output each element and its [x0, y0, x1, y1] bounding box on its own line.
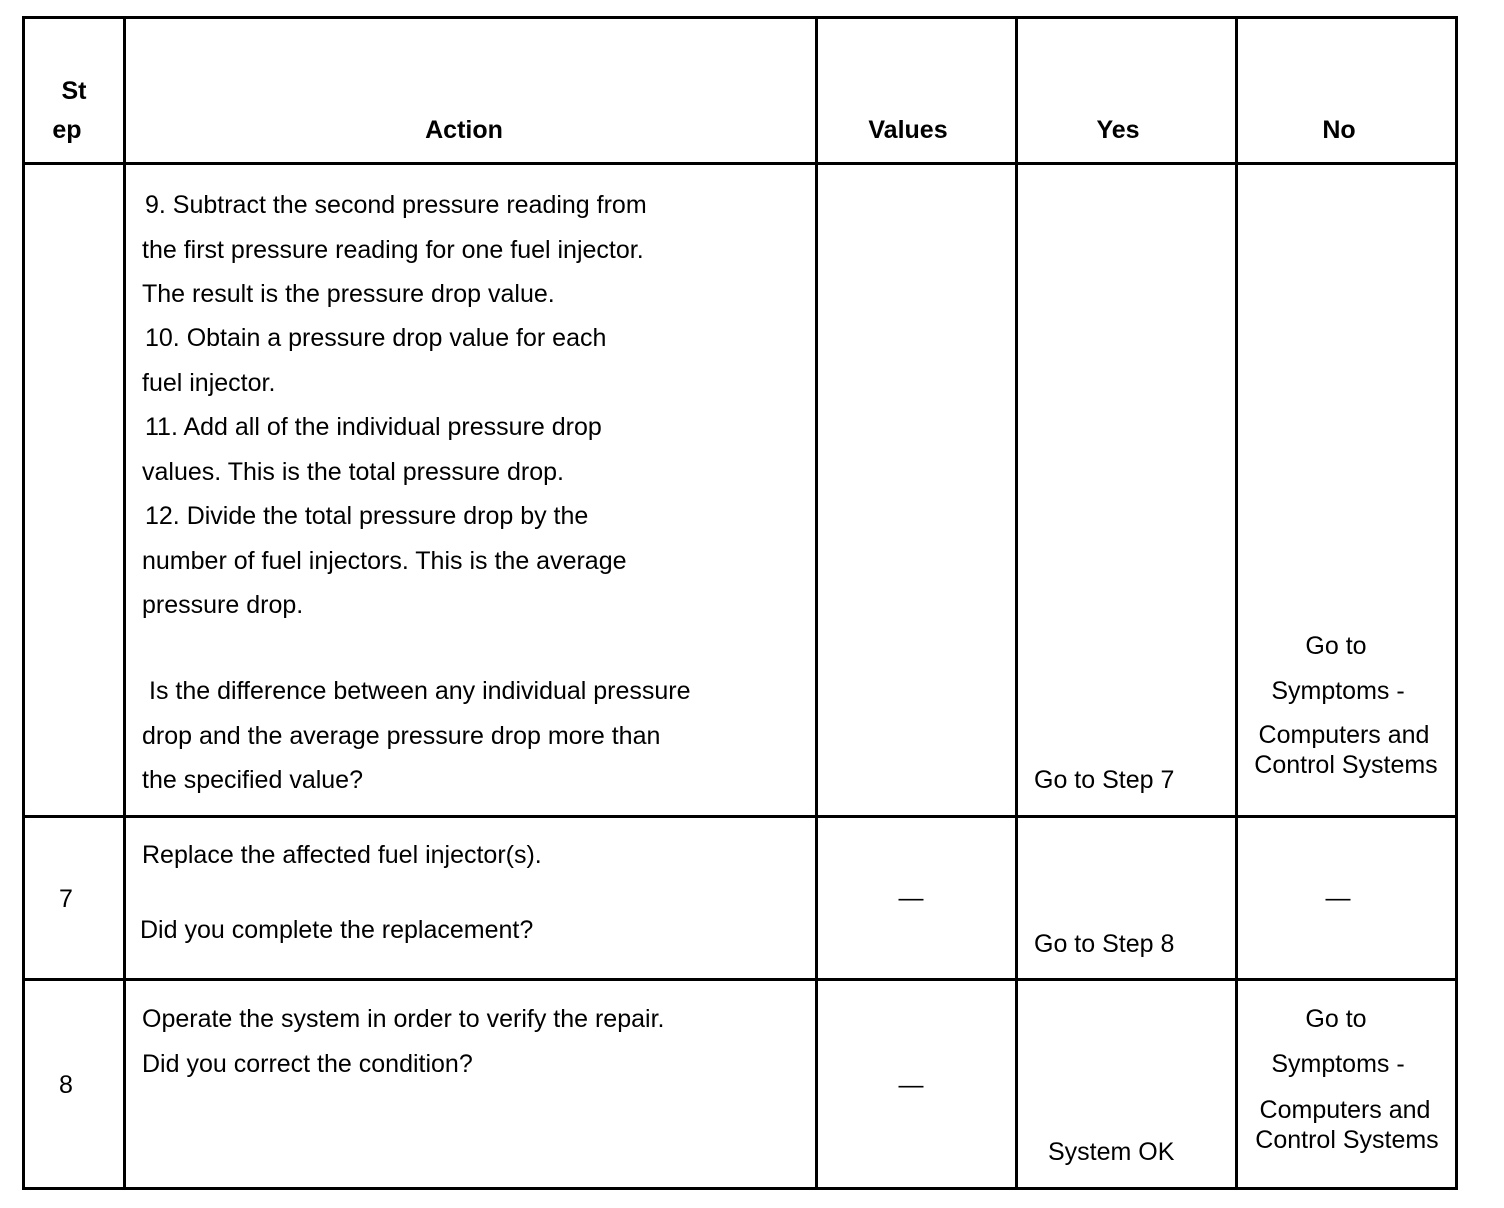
question-line: drop and the average pressure drop more than — [142, 722, 661, 750]
no-link-line: Computers and — [1258, 721, 1430, 749]
question-line: Is the difference between any individual pressure — [149, 677, 691, 705]
step-number-8: 8 — [59, 1071, 73, 1099]
header-action: Action — [425, 116, 503, 144]
header-no: No — [1322, 116, 1356, 144]
column-divider — [123, 16, 126, 1190]
action-line: The result is the pressure drop value. — [142, 280, 555, 308]
row8-action: Operate the system in order to verify the repair. — [142, 1005, 665, 1033]
action-line: number of fuel injectors. This is the average — [142, 547, 627, 575]
action-line: 12. Divide the total pressure drop by the — [145, 502, 589, 530]
column-divider — [815, 16, 818, 1190]
action-line: pressure drop. — [142, 591, 304, 619]
no-link-line: Computers and — [1259, 1096, 1431, 1124]
header-step-line2: ep — [52, 116, 82, 144]
no-link-line: Control Systems — [1255, 1126, 1439, 1154]
row7-question: Did you complete the replacement? — [140, 916, 534, 944]
no-link-line: Symptoms - — [1271, 1050, 1405, 1078]
header-step-line1: St — [61, 77, 87, 105]
table-border-top — [22, 16, 1458, 19]
row8-values: — — [898, 1071, 924, 1099]
row-divider — [22, 815, 1458, 818]
column-divider — [1015, 16, 1018, 1190]
yes-go-to-step-8: Go to Step 8 — [1034, 930, 1175, 958]
header-values: Values — [868, 116, 948, 144]
row7-values: — — [898, 884, 924, 912]
action-line: the first pressure reading for one fuel injector. — [142, 236, 644, 264]
no-link-line: Control Systems — [1254, 751, 1438, 779]
action-line: fuel injector. — [142, 369, 276, 397]
step-number-7: 7 — [59, 885, 73, 913]
question-line: the specified value? — [142, 766, 363, 794]
yes-system-ok: System OK — [1048, 1138, 1175, 1166]
no-link-line: Go to — [1305, 1005, 1367, 1033]
table-border-left — [22, 16, 25, 1190]
action-line: 11. Add all of the individual pressure drop — [145, 413, 602, 441]
row7-action: Replace the affected fuel injector(s). — [142, 841, 542, 869]
row-divider — [22, 978, 1458, 981]
table-border-right — [1455, 16, 1458, 1190]
header-divider — [22, 162, 1458, 165]
no-link-line: Go to — [1305, 632, 1367, 660]
no-link-line: Symptoms - — [1271, 677, 1405, 705]
header-yes: Yes — [1096, 116, 1140, 144]
yes-go-to-step-7: Go to Step 7 — [1034, 766, 1175, 794]
action-line: 9. Subtract the second pressure reading from — [145, 191, 647, 219]
table-border-bottom — [22, 1187, 1458, 1190]
row7-no: — — [1325, 884, 1351, 912]
action-line: 10. Obtain a pressure drop value for each — [145, 324, 607, 352]
row8-question: Did you correct the condition? — [142, 1050, 473, 1078]
action-line: values. This is the total pressure drop. — [142, 458, 564, 486]
